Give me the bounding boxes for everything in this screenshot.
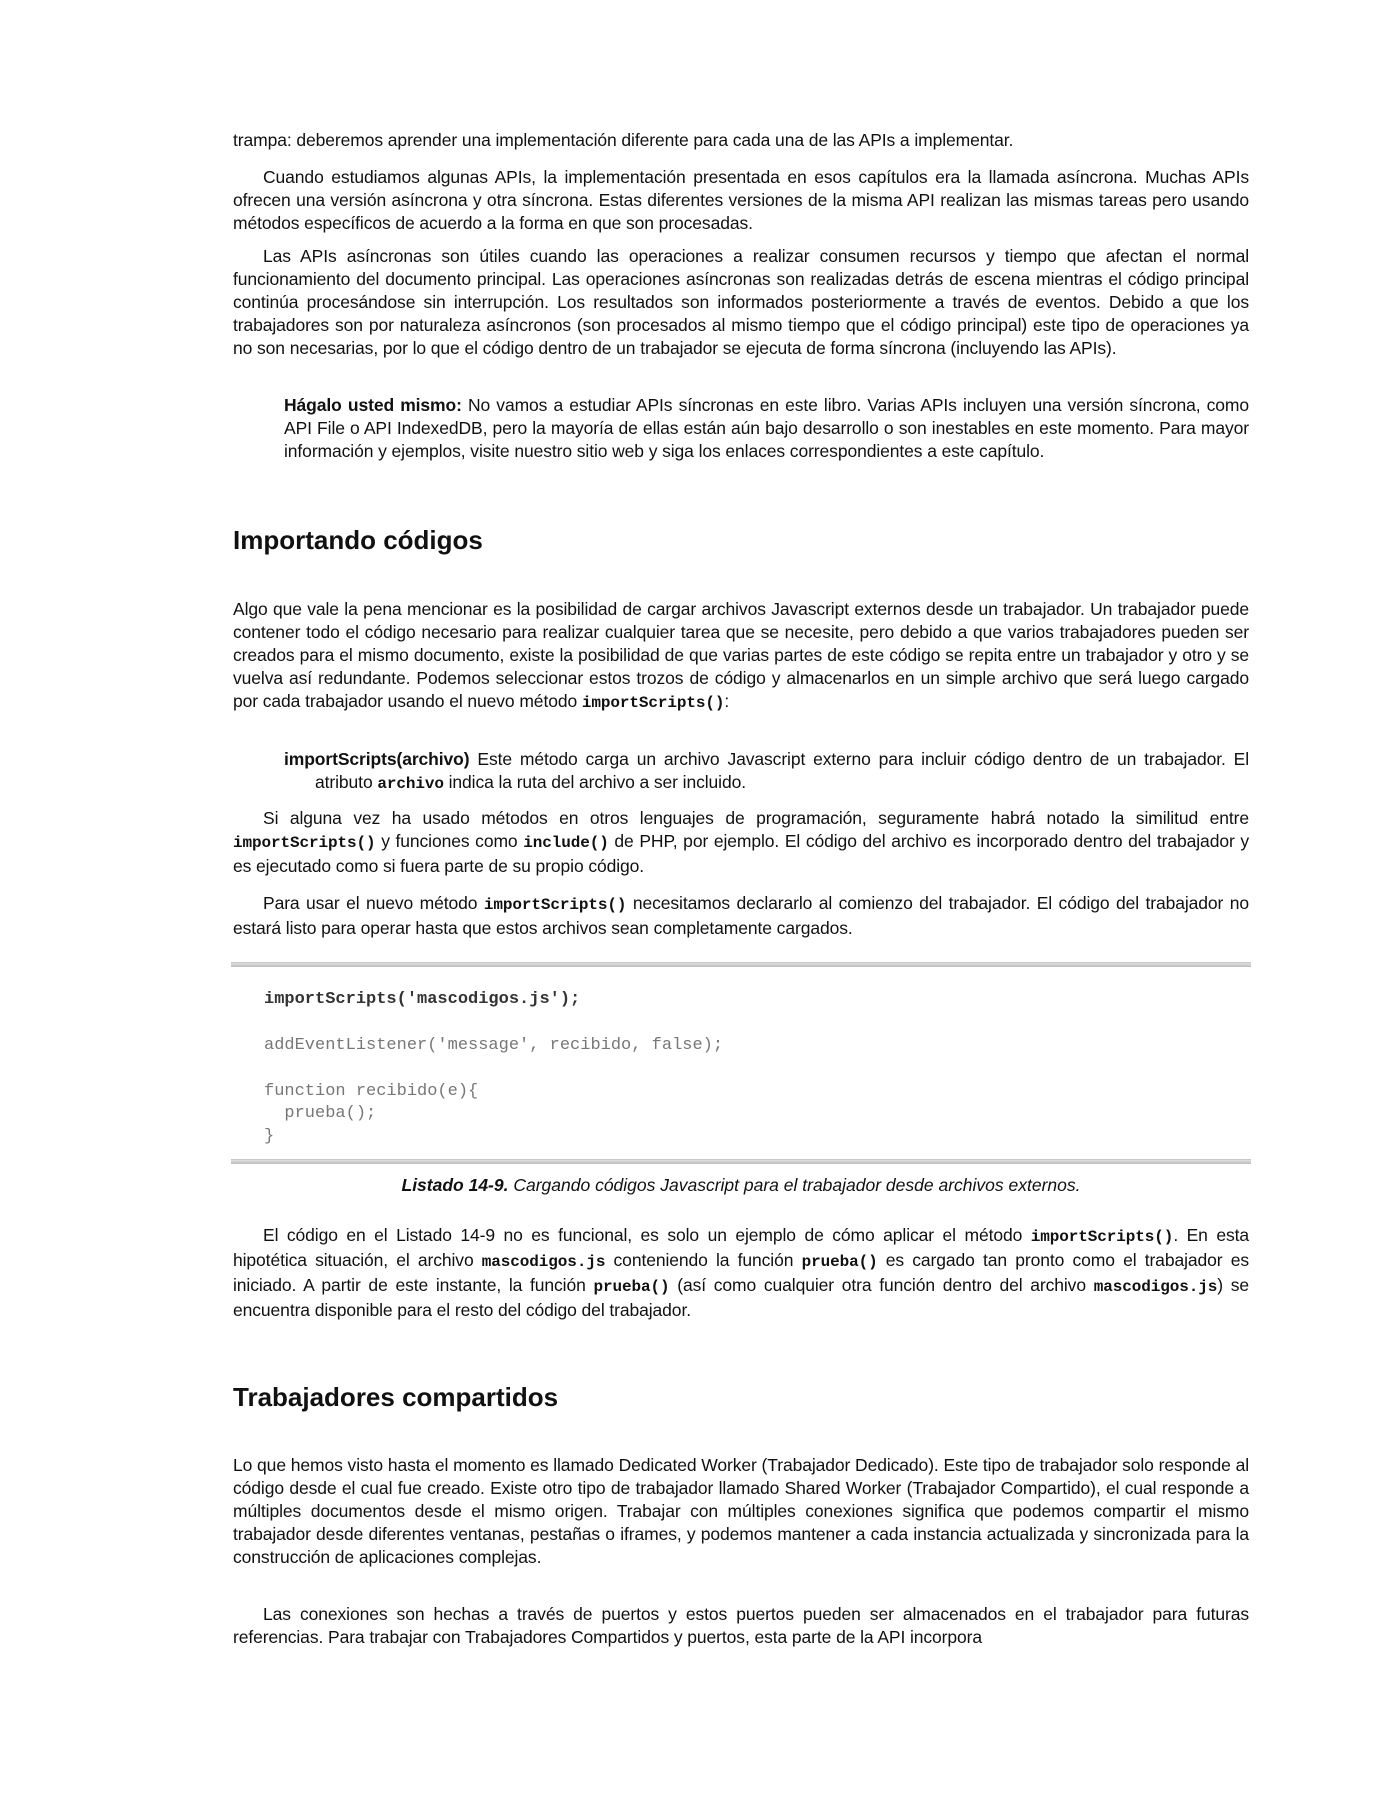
caption-text: Cargando códigos Javascript para el trabajador desde archivos externos. [508,1175,1081,1195]
text-run: Lo que hemos visto hasta el momento es llamado Dedicated Worker (Trabajador Dedicado). Este tipo de trabajador solo responde al código desde el cual fue creado. Existe otro tipo de trabajador llamado Shared Worker (Trabajador Compartido), el cual responde a múltiples documentos desde el mismo origen. Trabajar con múltiples conexiones significa que podemos compartir el mismo trabajador desde diferentes ventanas, pestañas o iframes, y podemos mantener a cada instancia actualizada y sincronizada para la construcción de aplicaciones complejas. [233,1455,1249,1567]
inline-code: prueba() [593,1278,670,1296]
text-run: Para usar el nuevo método [263,893,484,913]
code-line: importScripts('mascodigos.js'); [264,990,581,1009]
text-run: necesitamos declararlo al comienzo del trabajador. El código del trabajador no estará listo para operar hasta que estos archivos sean completamente cargados. [233,893,1249,938]
text-run: Si alguna vez ha usado métodos en otros lenguajes de programación, seguramente habrá notado la similitud entre [263,808,1249,828]
code-line: prueba(); [264,1104,377,1123]
paragraph-usage [233,892,1249,940]
paragraph-similarity [233,807,1249,878]
text-run: (así como cualquier otra función dentro del archivo [669,1275,1094,1295]
text-run: . En esta hipotética situación, el archivo [233,1225,1250,1270]
section-heading-compartidos: Trabajadores compartidos [233,1382,559,1412]
text-run: Las conexiones son hechas a través de puertos y estos puertos pueden ser almacenados en el trabajador para futuras referencias. Para trabajar con Trabajadores Compartidos y puertos, esta parte de la API incorpora [233,1604,1249,1647]
code-block-top-rule [231,962,1251,967]
paragraph-async-apis [233,245,1249,360]
paragraph-listing-explanation [233,1224,1249,1322]
paragraph-shared-workers [233,1454,1249,1569]
definition-importscripts [284,748,1249,796]
text-run: Las APIs asíncronas son útiles cuando las operaciones a realizar consumen recursos y tiempo que afectan el normal funcionamiento del documento principal. Las operaciones asíncronas son realizadas detrás de escena mientras el código principal continúa procesándose sin interrupción. Los resultados son informados posteriormente a través de eventos. Debido a que los trabajadores son por naturaleza asíncronos (son procesados al mismo tiempo que el código principal) este tipo de operaciones ya no son necesarias, por lo que el código dentro de un trabajador se ejecuta de forma síncrona (incluyendo las APIs). [233,246,1249,358]
text-run: indica la ruta del archivo a ser incluido. [443,772,746,792]
inline-code: archivo [377,775,444,793]
text-run: No vamos a estudiar APIs síncronas en este libro. Varias APIs incluyen una versión síncrona, como API File o API IndexedDB, pero la mayoría de ellas están aún bajo desarrollo o son inestables en este momento. Para mayor información y ejemplos, visite nuestro sitio web y siga los enlaces correspondientes a este capítulo. [284,395,1250,461]
bold-term: Hágalo usted mismo: [284,395,462,415]
text-run: Cuando estudiamos algunas APIs, la implementación presentada en esos capítulos era la llamada asíncrona. Muchas APIs ofrecen una versión asíncrona y otra síncrona. Estas diferentes versiones de la misma API realizan las mismas tareas pero usando métodos específicos de acuerdo a la forma en que son procesadas. [233,167,1249,233]
text-run: Algo que vale la pena mencionar es la posibilidad de cargar archivos Javascript externos desde un trabajador. Un trabajador puede contener todo el código necesario para realizar cualquier tarea que se necesite, pero debido a que varios trabajadores pueden ser creados para el mismo documento, existe la posibilidad de que varias partes de este código se repita entre un trabajador y otro y se vuelva así redundante. Podemos seleccionar estos trozos de código y almacenarlos en un simple archivo que será luego cargado por cada trabajador usando el nuevo método [233,599,1249,711]
text-run: : [724,691,730,711]
inline-code: mascodigos.js [481,1253,606,1271]
code-line: } [264,1127,275,1146]
text-run: de PHP, por ejemplo. El código del archivo es incorporado dentro del trabajador y es ejecutado como si fuera parte de su propio código. [233,831,1249,876]
inline-code: prueba() [801,1253,878,1271]
text-run: conteniendo la función [605,1250,802,1270]
text-run: El código en el Listado 14-9 no es funcional, es solo un ejemplo de cómo aplicar el método [263,1225,1031,1245]
paragraph-sync-async [233,166,1249,235]
inline-code: include() [523,834,609,852]
code-line: addEventListener('message', recibido, false); [264,1036,724,1055]
text-run: Este método carga un archivo Javascript externo para incluir código dentro de un trabajador. El atributo [315,749,1249,792]
text-run: y funciones como [375,831,524,851]
paragraph-import-intro [233,598,1249,715]
bold-term: importScripts(archivo) [284,749,470,769]
inline-code: importScripts() [581,694,725,712]
text-run: es cargado tan pronto como el trabajador es iniciado. A partir de este instante, la función [233,1250,1249,1295]
inline-code: mascodigos.js [1093,1278,1218,1296]
listing-caption [233,1175,1249,1196]
caption-label: Listado 14-9. [401,1175,509,1195]
note-do-it-yourself [284,394,1249,463]
text-run: trampa: deberemos aprender una implementación diferente para cada una de las APIs a implementar. [233,130,1014,150]
inline-code: importScripts() [233,834,376,852]
inline-code: importScripts() [1030,1228,1174,1246]
text-run: ) se encuentra disponible para el resto del código del trabajador. [233,1275,1249,1320]
inline-code: importScripts() [483,896,627,914]
paragraph-ports [233,1603,1249,1649]
section-heading-importando: Importando códigos [233,525,483,555]
paragraph-intro-end [233,129,1249,152]
code-line: function recibido(e){ [264,1082,479,1101]
code-block-bottom-rule [231,1159,1251,1164]
